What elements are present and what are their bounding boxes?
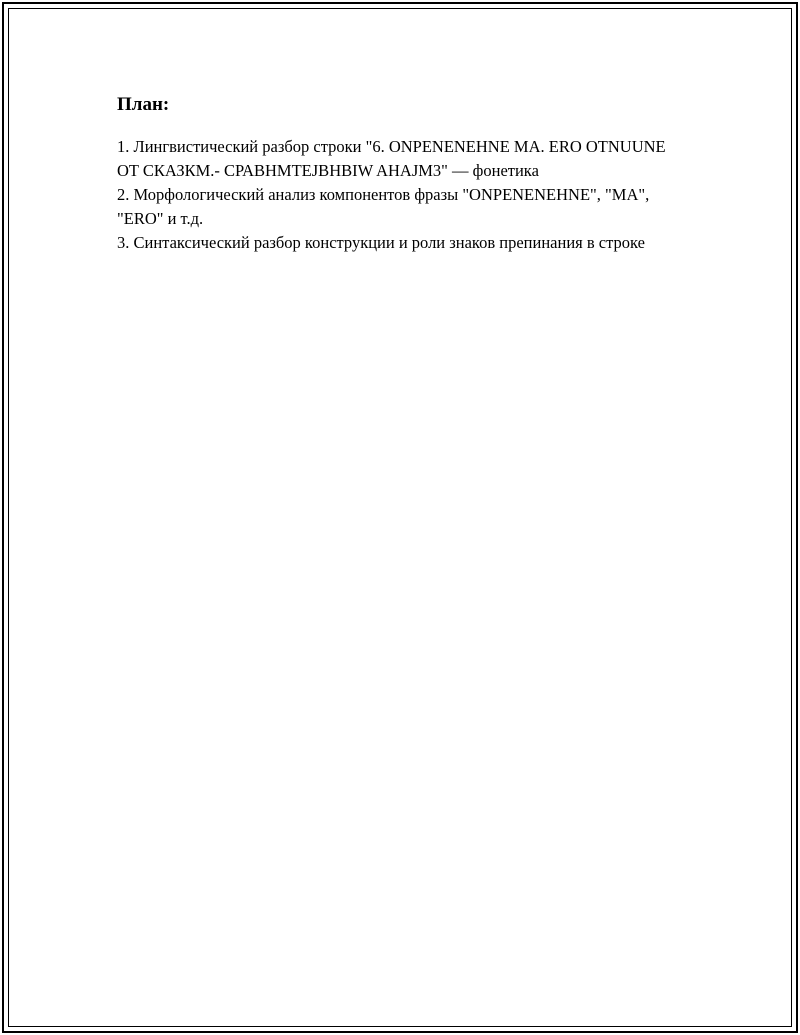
plan-item-2: 2. Морфологический анализ компонентов фразы "ONPENENEHNE", "MA", "ERO" и т.д.	[117, 185, 650, 228]
document-body	[117, 92, 677, 255]
plan-item-1: 1. Лингвистический разбор строки "6. ONPENENEHNE MA. ERO OTNUUNE OT СКАЗКМ.- СРАВНМТЕJBHBIW AHAJM3" — фонетика	[117, 137, 666, 180]
plan-heading: План:	[117, 94, 170, 115]
plan-item-3: 3. Синтаксический разбор конструкции и роли знаков препинания в строке	[117, 233, 645, 252]
